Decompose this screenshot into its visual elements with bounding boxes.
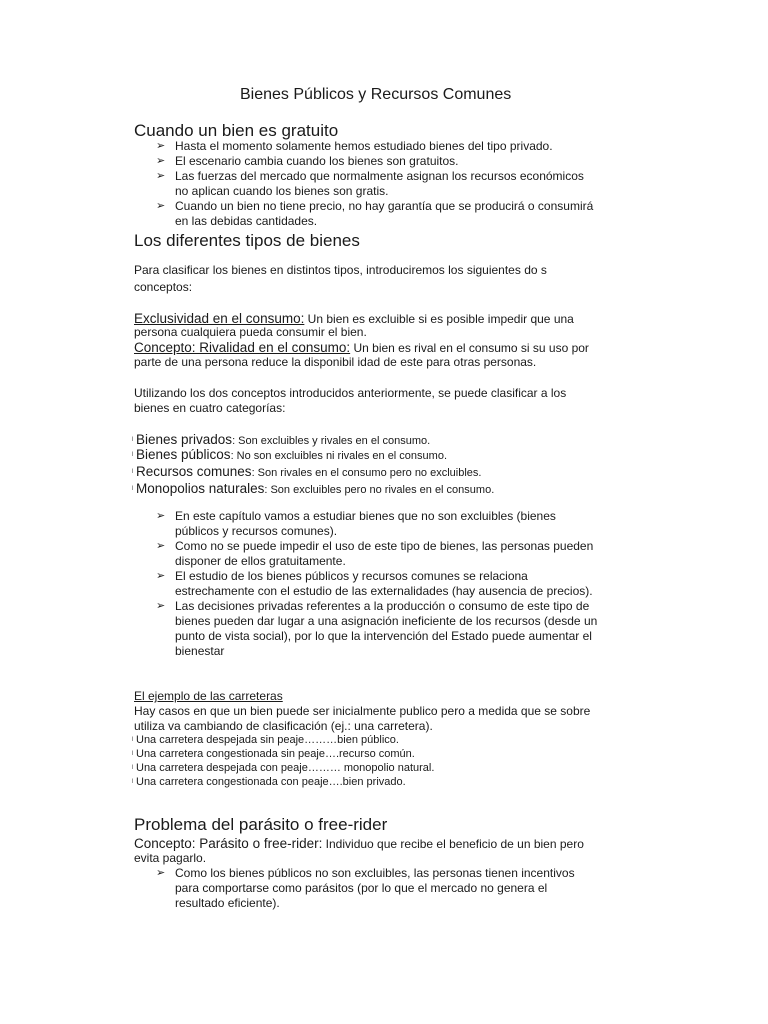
paragraph: Utilizando los dos conceptos introducidos anteriormente, se puede clasificar a los bbox=[134, 386, 567, 400]
arrow-bullet-icon: ➢ bbox=[156, 540, 166, 552]
paragraph: persona cualquiera pueda consumir el bien. bbox=[134, 325, 367, 339]
bullet-list bbox=[134, 509, 597, 659]
arrow-bullet-icon: ➢ bbox=[156, 140, 166, 152]
list-item: ➢ Como no se puede impedir el uso de este tipo de bienes, las personas pueden disponer de ellos gratuitamente. bbox=[156, 539, 594, 568]
concept-definition: Concepto: Rivalidad en el consumo: Un bien es rival en el consumo si su uso por bbox=[134, 340, 589, 355]
list-item: ➢ Las fuerzas del mercado que normalmente asignan los recursos económicos no aplican cuando los bienes son gratis. bbox=[156, 169, 584, 198]
bullet-list bbox=[134, 866, 575, 911]
concept-label: Exclusividad en el consumo: bbox=[134, 311, 305, 326]
concept-label: Concepto: Parásito o free-rider: bbox=[134, 836, 323, 851]
arrow-bullet-icon: ➢ bbox=[156, 570, 166, 582]
paragraph: conceptos: bbox=[134, 280, 193, 294]
example-item: l Una carretera congestionada sin peaje….recurso común. bbox=[132, 748, 415, 760]
arrow-bullet-icon: ➢ bbox=[156, 600, 166, 612]
example-item: l Una carretera despejada con peaje……… monopolio natural. bbox=[132, 762, 435, 774]
concept-definition: Concepto: Parásito o free-rider: Individuo que recibe el beneficio de un bien pero bbox=[134, 836, 584, 851]
section-heading: Cuando un bien es gratuito bbox=[134, 121, 339, 140]
concept-definition: Exclusividad en el consumo: Un bien es excluible si es posible impedir que una bbox=[134, 311, 574, 326]
paragraph: Para clasificar los bienes en distintos tipos, introduciremos los siguientes do s bbox=[134, 263, 547, 277]
paragraph: evita pagarlo. bbox=[134, 851, 207, 865]
paragraph: bienes en cuatro categorías: bbox=[134, 401, 286, 415]
section-heading: Problema del parásito o free-rider bbox=[134, 815, 388, 834]
list-item: ➢ El estudio de los bienes públicos y recursos comunes se relaciona estrechamente con el estudio de las externalidades (hay ausencia de precios). bbox=[156, 569, 593, 598]
arrow-bullet-icon: ➢ bbox=[156, 170, 166, 182]
list-item: ➢ Las decisiones privadas referentes a la producción o consumo de este tipo de bienes pueden dar lugar a una asignación ineficiente de los recursos (desde un punto de vista social), por lo que la intervención del Estado puede aumentar el bienestar bbox=[156, 599, 598, 658]
arrow-bullet-icon: ➢ bbox=[156, 200, 166, 212]
list-item: ➢ Hasta el momento solamente hemos estudiado bienes del tipo privado. bbox=[156, 139, 553, 153]
list-item: ➢ En este capítulo vamos a estudiar bienes que no son excluibles (bienes públicos y recursos comunes). bbox=[156, 509, 556, 538]
list-item: ➢ Como los bienes públicos no son excluibles, las personas tienen incentivos para comportarse como parásitos (por lo que el mercado no genera el resultado eficiente). bbox=[156, 866, 575, 910]
category-item: l Recursos comunes: Son rivales en el consumo pero no excluibles. bbox=[132, 464, 482, 479]
concept-label: Concepto: Rivalidad en el consumo: bbox=[134, 340, 351, 355]
example-item: l Una carretera despejada sin peaje………bien público. bbox=[132, 734, 399, 746]
paragraph: utiliza va cambiando de clasificación (ej.: una carretera). bbox=[134, 719, 433, 733]
category-item: l Bienes públicos: No son excluibles ni rivales en el consumo. bbox=[132, 447, 448, 462]
category-item: l Bienes privados: Son excluibles y rivales en el consumo. bbox=[132, 432, 431, 447]
arrow-bullet-icon: ➢ bbox=[156, 510, 166, 522]
section-heading: Los diferentes tipos de bienes bbox=[134, 231, 360, 250]
example-item: l Una carretera congestionada con peaje….bien privado. bbox=[132, 776, 406, 788]
page-title: Bienes Públicos y Recursos Comunes bbox=[240, 86, 512, 103]
arrow-bullet-icon: ➢ bbox=[156, 867, 166, 879]
list-item: ➢ Cuando un bien no tiene precio, no hay garantía que se producirá o consumirá en las debidas cantidades. bbox=[156, 199, 594, 228]
paragraph: parte de una persona reduce la disponibil idad de este para otras personas. bbox=[134, 355, 537, 369]
list-item: ➢ El escenario cambia cuando los bienes son gratuitos. bbox=[156, 154, 459, 168]
section-subheading: El ejemplo de las carreteras bbox=[134, 689, 283, 703]
category-item: l Monopolios naturales: Son excluibles pero no rivales en el consumo. bbox=[132, 481, 495, 496]
arrow-bullet-icon: ➢ bbox=[156, 155, 166, 167]
paragraph: Hay casos en que un bien puede ser inicialmente publico pero a medida que se sobre bbox=[134, 704, 591, 718]
bullet-list bbox=[134, 139, 593, 229]
